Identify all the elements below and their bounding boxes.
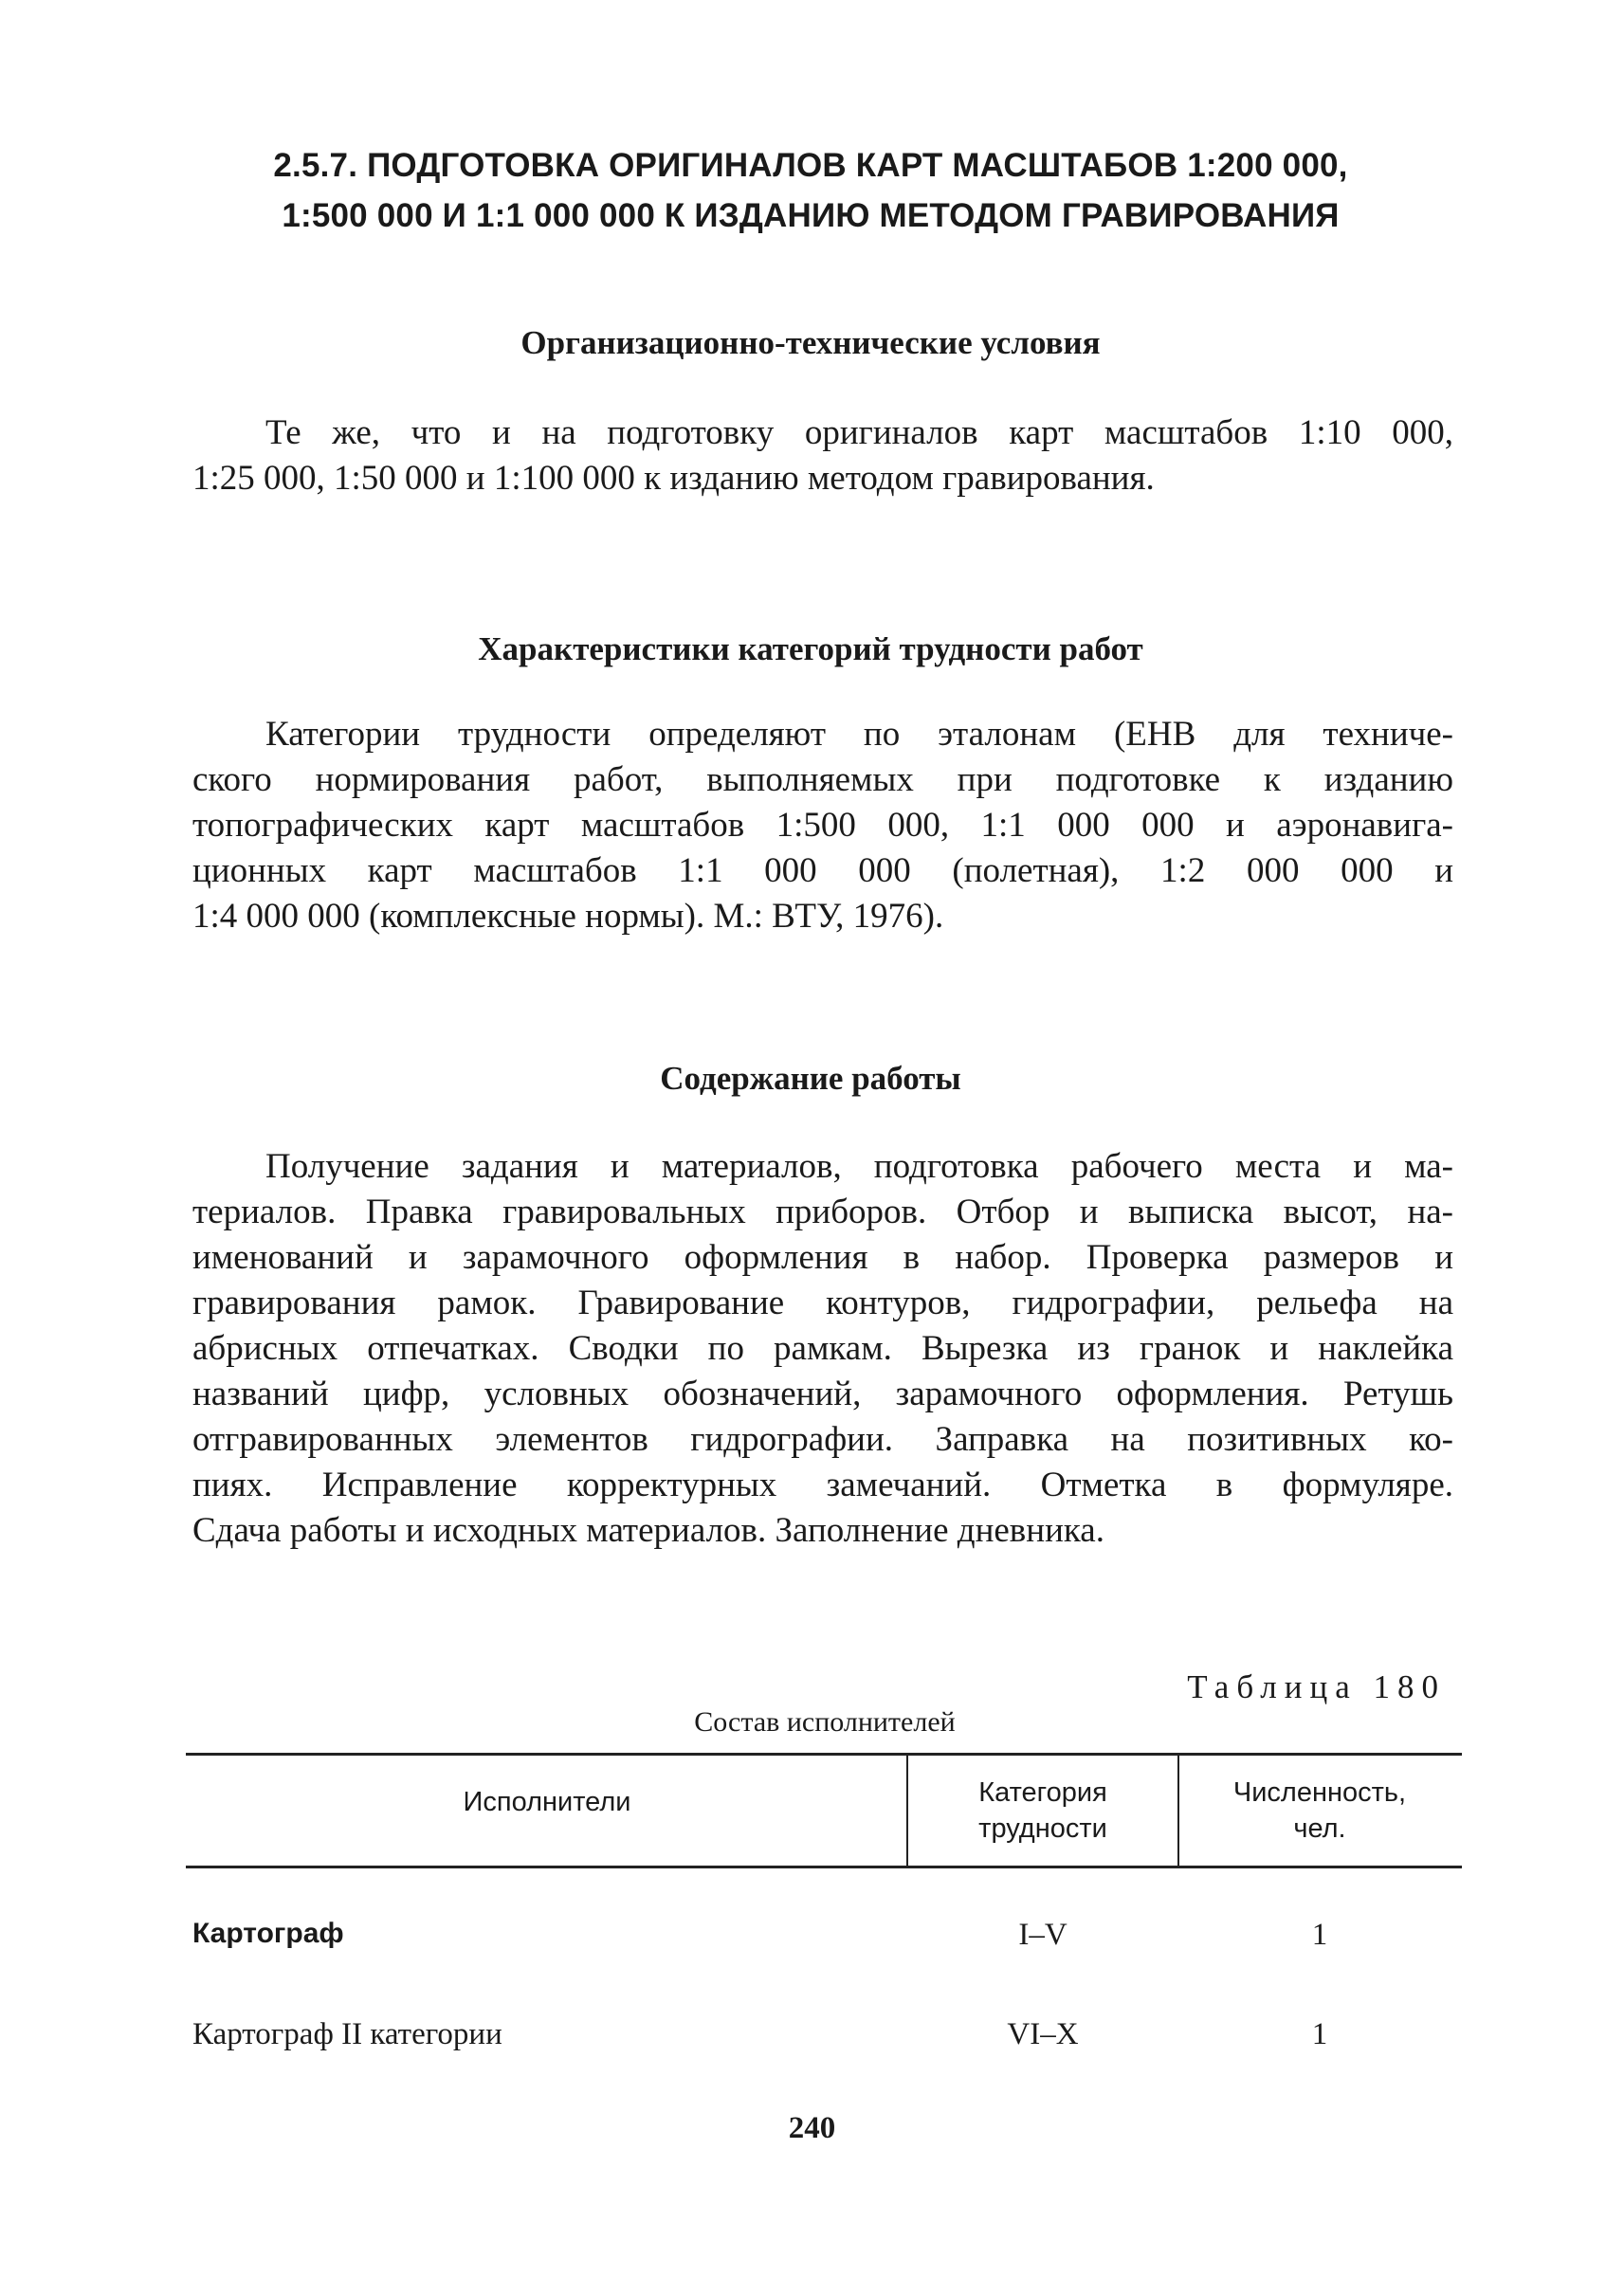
header-count-line-1: Численность, bbox=[1232, 1777, 1407, 1808]
paragraph-line: отгравированных элементов гидрографии. Заправка на позитивных ко- bbox=[192, 1420, 1453, 1459]
paragraph-line: абрисных отпечатках. Сводки по рамкам. Вырезка из гранок и наклейка bbox=[192, 1329, 1453, 1368]
header-category-line-1: Категория bbox=[978, 1777, 1107, 1808]
header-count-line-2: чел. bbox=[1293, 1813, 1346, 1844]
work-content-paragraph bbox=[192, 1144, 1453, 1554]
section-title bbox=[190, 140, 1432, 241]
section-title-line-2: 1:500 000 И 1:1 000 000 К ИЗДАНИЮ МЕТОДОМ ГРАВИРОВАНИЯ bbox=[282, 197, 1340, 234]
paragraph-line: именований и зарамочного оформления в набор. Проверка размеров и bbox=[192, 1238, 1453, 1277]
org-conditions-paragraph bbox=[192, 410, 1453, 501]
row-category: VI–X bbox=[1007, 2017, 1079, 2051]
paragraph-line: Получение задания и материалов, подготовка рабочего места и ма- bbox=[265, 1147, 1453, 1186]
paragraph-line: топографических карт масштабов 1:500 000, 1:1 000 000 и аэронавига- bbox=[192, 806, 1453, 845]
paragraph-line: Те же, что и на подготовку оригиналов карт масштабов 1:10 000, bbox=[265, 413, 1453, 452]
row-count: 1 bbox=[1311, 2017, 1328, 2051]
paragraph-line: названий цифр, условных обозначений, зарамочного оформления. Ретушь bbox=[192, 1375, 1453, 1413]
row-performer: Картограф II категории bbox=[192, 2017, 502, 2051]
table-number: Таблица 180 bbox=[1187, 1668, 1446, 1705]
table-top-rule bbox=[186, 1753, 1462, 1756]
paragraph-line: гравирования рамок. Гравирование контуров, гидрографии, рельефа на bbox=[192, 1284, 1453, 1322]
row-performer: Картограф bbox=[192, 1918, 344, 1949]
header-category-line-2: трудности bbox=[978, 1813, 1107, 1844]
paragraph-line: Категории трудности определяют по эталонам (ЕНВ для техниче- bbox=[265, 715, 1453, 754]
header-performers: Исполнители bbox=[463, 1787, 631, 1817]
org-conditions-heading: Организационно-технические условия bbox=[520, 324, 1101, 361]
page-number: 240 bbox=[788, 2111, 836, 2145]
paragraph-line: ционных карт масштабов 1:1 000 000 (полетная), 1:2 000 000 и bbox=[192, 851, 1453, 890]
paragraph-line: пиях. Исправление корректурных замечаний. Отметка в формуляре. bbox=[192, 1466, 1453, 1504]
row-category: I–V bbox=[1018, 1918, 1067, 1952]
work-content-heading: Содержание работы bbox=[660, 1060, 961, 1097]
paragraph-line: Сдача работы и исходных материалов. Заполнение дневника. bbox=[192, 1511, 1104, 1550]
difficulty-heading: Характеристики категорий трудности работ bbox=[478, 630, 1143, 667]
table-caption: Состав исполнителей bbox=[694, 1706, 956, 1738]
section-title-line-1: 2.5.7. ПОДГОТОВКА ОРИГИНАЛОВ КАРТ МАСШТАБОВ 1:200 000, bbox=[273, 147, 1348, 184]
paragraph-line: 1:25 000, 1:50 000 и 1:100 000 к изданию методом гравирования. bbox=[192, 459, 1155, 498]
paragraph-line: 1:4 000 000 (комплексные нормы). М.: ВТУ, 1976). bbox=[192, 897, 944, 936]
header-category bbox=[908, 1775, 1177, 1847]
table-header-rule bbox=[186, 1866, 1462, 1868]
paragraph-line: ского нормирования работ, выполняемых при подготовке к изданию bbox=[192, 760, 1453, 799]
difficulty-paragraph bbox=[192, 712, 1453, 939]
header-count bbox=[1179, 1775, 1460, 1847]
paragraph-line: териалов. Правка гравировальных приборов. Отбор и выписка высот, на- bbox=[192, 1193, 1453, 1231]
row-count: 1 bbox=[1311, 1918, 1328, 1952]
